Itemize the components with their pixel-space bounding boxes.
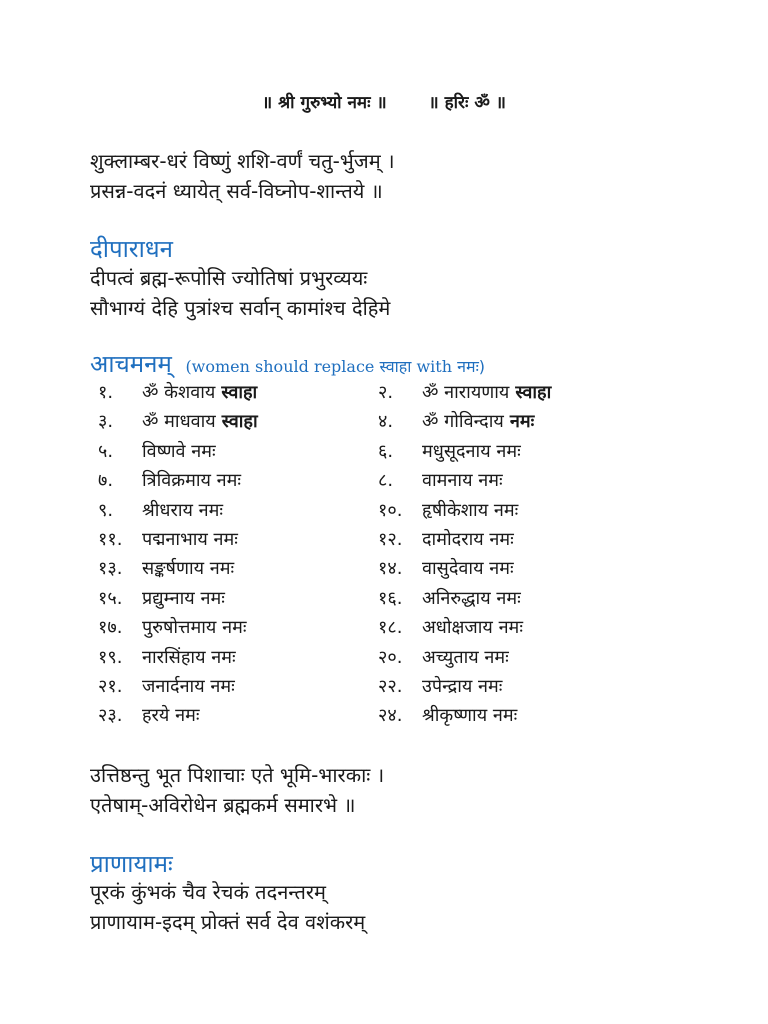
entry-number: ९. [98, 499, 114, 521]
name-entry [98, 409, 378, 438]
name-row [98, 527, 658, 556]
entry-name: हृषीकेशाय नमः [422, 499, 519, 521]
shuklambara-verse [90, 146, 395, 206]
name-entry [378, 674, 658, 703]
name-row [98, 615, 658, 644]
entry-name: श्रीकृष्णाय नमः [422, 705, 518, 727]
heading-deeparadhana: दीपाराधन [90, 235, 173, 263]
verse-line: शुक्लाम्बर-धरं विष्णुं शशि-वर्णं चतु-र्भुजम् । [90, 149, 395, 173]
entry-name: पुरुषोत्तमाय नमः [142, 617, 247, 639]
entry-name: विष्णवे नमः [142, 440, 216, 462]
pranayama-verse [90, 877, 365, 937]
verse-line: दीपत्वं ब्रह्म-रूपोसि ज्योतिषां प्रभुरव्ययः [90, 266, 368, 290]
name-entry [378, 703, 658, 732]
entry-number: १४. [378, 558, 403, 580]
name-row [98, 645, 658, 674]
entry-name: अनिरुद्धाय नमः [422, 587, 521, 609]
entry-number: २१. [98, 675, 123, 697]
entry-number: ७. [98, 470, 114, 492]
heading-pranayama: प्राणायामः [90, 850, 173, 878]
name-row [98, 380, 658, 409]
entry-number: १७. [98, 617, 123, 639]
entry-number: २०. [378, 646, 403, 668]
verse-line: उत्तिष्ठन्तु भूत पिशाचाः एते भूमि-भारकाः । [90, 763, 385, 787]
entry-suffix: नमः [509, 411, 535, 433]
entry-number: १. [98, 382, 114, 403]
entry-name: प्रद्युम्नाय नमः [142, 587, 225, 609]
name-entry [378, 645, 658, 674]
invocation-line [0, 90, 768, 113]
note-prefix: (women should replace [185, 357, 375, 376]
entry-number: १९. [98, 646, 123, 668]
name-entry [98, 586, 378, 615]
name-entry [378, 615, 658, 644]
achamanam-title: आचमनम् [90, 350, 172, 378]
uttishthantu-verse [90, 760, 384, 820]
name-entry [378, 380, 658, 409]
heading-achamanam [90, 347, 485, 380]
entry-number: ५. [98, 440, 114, 462]
verse-line: प्राणायाम-इदम् प्रोक्तं सर्व देव वशंकरम् [90, 910, 366, 934]
note-word-namah: नमः) [457, 357, 486, 376]
name-entry [98, 439, 378, 468]
entry-number: २. [378, 382, 394, 403]
name-row [98, 498, 658, 527]
entry-name: मधुसूदनाय नमः [422, 440, 521, 462]
name-entry [378, 468, 658, 497]
verse-line: प्रसन्न-वदनं ध्यायेत् सर्व-विघ्नोप-शान्तये ॥ [90, 179, 383, 203]
name-row [98, 674, 658, 703]
name-entry [98, 468, 378, 497]
entry-name: त्रिविक्रमाय नमः [142, 470, 242, 492]
name-entry [378, 498, 658, 527]
entry-name: अच्युताय नमः [422, 646, 509, 668]
entry-name: उपेन्द्राय नमः [422, 675, 503, 697]
name-row [98, 703, 658, 732]
entry-number: २४. [378, 705, 403, 727]
deeparadhana-verse [90, 263, 390, 323]
invocation-hari-om: ॥ हरिः ॐ ॥ [428, 93, 506, 113]
entry-number: ११. [98, 528, 123, 550]
name-row [98, 556, 658, 585]
entry-number: ४. [378, 411, 394, 433]
entry-number: ३. [98, 411, 114, 433]
name-entry [98, 703, 378, 732]
name-entry [98, 527, 378, 556]
entry-name: अधोक्षजाय नमः [422, 617, 523, 639]
name-entry [98, 615, 378, 644]
name-entry [378, 556, 658, 585]
entry-number: १५. [98, 587, 123, 609]
name-entry [98, 645, 378, 674]
verse-line: एतेषाम्-अविरोधेन ब्रह्मकर्म समारभे ॥ [90, 793, 356, 817]
entry-name: पद्मनाभाय नमः [142, 528, 238, 550]
entry-number: ६. [378, 440, 394, 462]
entry-suffix: स्वाहा [515, 382, 552, 403]
name-entry [378, 409, 658, 438]
entry-number: १२. [378, 528, 403, 550]
entry-name: ॐ केशवाय [142, 382, 216, 403]
name-entry [98, 498, 378, 527]
entry-number: ८. [378, 470, 394, 492]
name-entry [378, 586, 658, 615]
entry-suffix: स्वाहा [221, 382, 258, 403]
name-row [98, 439, 658, 468]
entry-name: वामनाय नमः [422, 470, 503, 492]
entry-suffix: स्वाहा [221, 411, 258, 433]
name-entry [98, 674, 378, 703]
achamanam-note [185, 357, 485, 376]
entry-number: २२. [378, 675, 403, 697]
entry-name: ॐ माधवाय [142, 411, 216, 433]
entry-number: १६. [378, 587, 403, 609]
verse-line: पूरकं कुंभकं चैव रेचकं तदनन्तरम् [90, 880, 326, 904]
entry-name: सङ्कर्षणाय नमः [142, 558, 235, 580]
name-entry [378, 527, 658, 556]
invocation-guru: ॥ श्री गुरुभ्यो नमः ॥ [262, 93, 387, 113]
entry-name: वासुदेवाय नमः [422, 558, 514, 580]
entry-number: १८. [378, 617, 403, 639]
entry-name: नारसिंहाय नमः [142, 646, 236, 668]
name-entry [98, 556, 378, 585]
name-row [98, 468, 658, 497]
entry-number: १३. [98, 558, 123, 580]
entry-number: २३. [98, 705, 123, 727]
name-entry [98, 380, 378, 409]
name-entry [378, 439, 658, 468]
entry-name: ॐ नारायणाय [422, 382, 510, 403]
entry-name: श्रीधराय नमः [142, 499, 224, 521]
note-with: with [416, 357, 453, 376]
verse-line: सौभाग्यं देहि पुत्रांश्च सर्वान् कामांश्च देहिमे [90, 296, 391, 320]
name-row [98, 409, 658, 438]
entry-name: दामोदराय नमः [422, 528, 514, 550]
achamanam-name-list [98, 380, 658, 733]
entry-name: हरये नमः [142, 705, 200, 727]
entry-name: जनार्दनाय नमः [142, 675, 235, 697]
name-row [98, 586, 658, 615]
entry-number: १०. [378, 499, 403, 521]
note-word-svaha: स्वाहा [379, 357, 412, 376]
entry-name: ॐ गोविन्दाय [422, 411, 504, 433]
